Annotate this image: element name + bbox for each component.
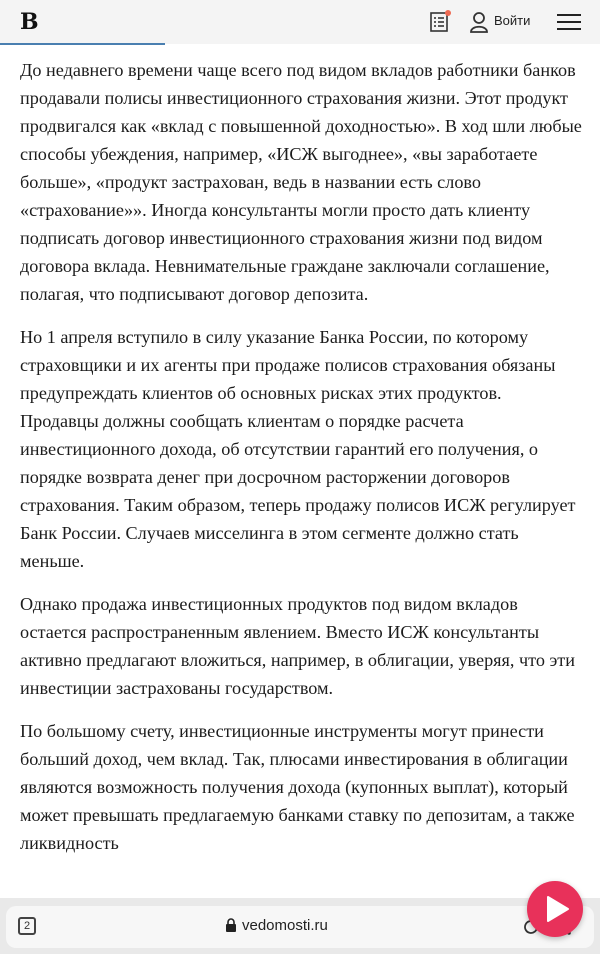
- login-link[interactable]: Войти: [494, 13, 531, 28]
- article-paragraph: До недавнего времени чаще всего под видом вкладов работники банков продавали полисы инвестиционного страхования жизни. Этот продукт продвигался как «вклад с повышенной доходностью». В ход шли любые способы убеждения, например, «ИСЖ выгоднее», «вы заработаете больше», «продукт застрахован, ведь в названии есть слово «страхование»». Иногда консультанты могли просто дать клиенту подписать договор инвестиционного страхования жизни под видом договора вклада. Невнимательные граждане заключали соглашение, полагая, что подписывают договор депозита.: [20, 60, 582, 304]
- site-logo[interactable]: B: [20, 9, 39, 35]
- url-text[interactable]: vedomosti.ru: [242, 917, 328, 934]
- play-icon: [546, 895, 570, 923]
- audio-play-button[interactable]: [527, 881, 583, 937]
- tab-switcher-button[interactable]: 2: [18, 917, 36, 935]
- site-header: [0, 0, 600, 44]
- reading-progress-bar: [0, 43, 165, 45]
- article-paragraph: Однако продажа инвестиционных продуктов под видом вкладов остается распространенным явлением. Вместо ИСЖ консультанты активно предлагают вложиться, например, в облигации, уверяя, что эти инвестиции застрахованы государством.: [20, 594, 575, 698]
- menu-icon[interactable]: [557, 14, 581, 30]
- user-icon[interactable]: [469, 11, 489, 33]
- article-paragraph: Но 1 апреля вступило в силу указание Банка России, по которому страховщики и их агенты при продаже полисов страхования обязаны предупреждать клиентов об основных рисках этих продуктов. Продавцы должны сообщать клиентам о порядке расчета инвестиционного дохода, об отсутствии гарантий его получения, о порядке возврата денег при досрочном расторжении договоров страхования. Таким образом, теперь продажу полисов ИСЖ регулирует Банк России. Случаев мисселинга в этом сегменте должно стать меньше.: [20, 327, 576, 571]
- notification-dot: [445, 10, 451, 16]
- article-paragraph: По большому счету, инвестиционные инструменты могут принести больший доход, чем вклад. Так, плюсами инвестирования в облигации являются возможность получения дохода (купонных выплат), который может превышать предлагаемую банками ставку по депозитам, а также ликвидность: [20, 721, 575, 853]
- lock-icon: [225, 918, 237, 932]
- article-body: [20, 56, 582, 872]
